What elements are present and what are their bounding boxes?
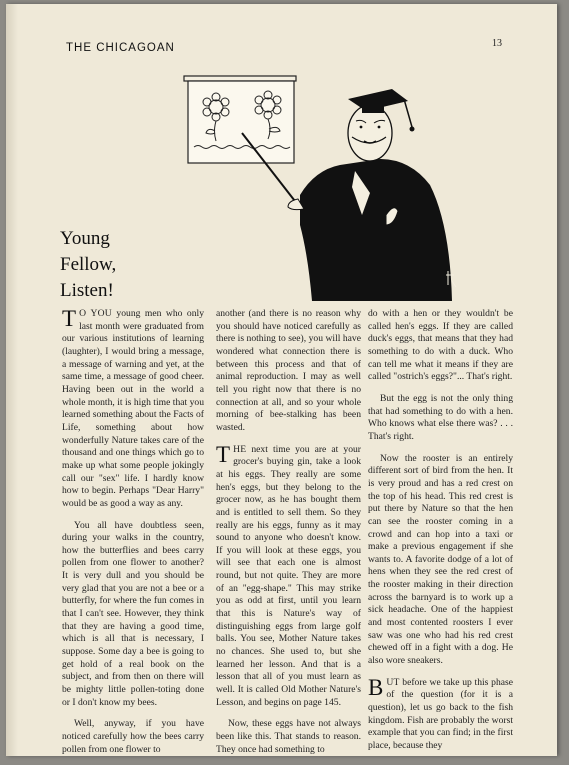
article-paragraph — [62, 308, 204, 511]
title-line: Young — [60, 228, 110, 249]
magazine-header: THE CHICAGOAN — [66, 42, 175, 54]
lead-in: HE — [233, 443, 247, 455]
paragraph-text: Now the rooster is an entirely different sort of bird from the hen. It is very proud and has a red crest on the top of his head. This red crest is put there by Nature so that the hen can see the rooster coming in a crowd and can hop into a taxi or make a previous engagement if she wants to. A favorite dodge of a lot of hens when they see the red crest of the rooster making in their direction across the barnyard is to work up a sick headache. One of the happiest and most contented roosters I ever saw was one who had his red crest chewed off in a fight with a dog. He also wore sneakers. — [368, 452, 513, 667]
drop-cap: T — [62, 306, 77, 331]
paragraph-text: young men who only last month were graduated from our various institutions of learning (laughter), I would bring a message, a message of warning and yet, at the same time, a message of good cheer. Having been out in the world a whole month, it is high time that you learned something about the Facts of Life, something about how wonderfully Nature takes care of the thousand and one things which go to make up what some people jokingly call our "sex" life. I hardly know how to begin. Perhaps "Dear Harry" would be as good a way as any. — [62, 308, 204, 509]
article-paragraph — [62, 718, 204, 756]
title-line: Fellow, — [60, 254, 117, 275]
lead-in: O YOU — [79, 308, 112, 319]
professor-figure — [288, 89, 456, 301]
text-column-2 — [216, 308, 361, 765]
paragraph-text: next time you are at your grocer's buying gin, take a look at his eggs. They really are some hen's eggs, but they belong to the grocer now, as he has bought them and is entitled to sell them. So they really are his eggs, funny as it may sound to anyone who doesn't know. If you will look at these eggs, you will see that each one is almost round, but not quite. They are more of an "egg-shape." This may strike you as odd at first, until you learn that this is Nature's way of distinguishing eggs from large golf balls. You see, Mother Nature takes no chances. She used to, but she learned her lesson. And that is a lesson that all of you must learn as well. It is called Old Mother Nature's Lesson, and begins on page 145. — [216, 443, 361, 708]
article-paragraph — [368, 393, 513, 444]
article-paragraph — [216, 441, 361, 710]
text-column-1 — [62, 308, 204, 765]
article-title — [60, 226, 170, 304]
chart-roller — [184, 76, 296, 81]
article-paragraph — [216, 718, 361, 756]
paragraph-text: before we take up this phase of the question (for it is a question), let us go back to the fish kingdom. Fish are probably the worst example that you can find; in the first place, because they — [368, 676, 513, 751]
article-paragraph — [368, 308, 513, 384]
title-line: Listen! — [60, 280, 114, 301]
illustration — [180, 75, 470, 305]
paragraph-text: another (and there is no reason why you should have noticed carefully as there is nothing to see), you will have wondered what connection there is between this process and that of animal reproduction. I may as well tell you right now that there is no connection at all, and so your whole morning of bee-stalking has been wasted. — [216, 308, 361, 433]
lead-in: UT — [386, 676, 400, 688]
drop-cap: T — [216, 441, 231, 467]
drop-cap: B — [368, 674, 384, 700]
article-paragraph — [62, 520, 204, 710]
article-paragraph — [368, 453, 513, 668]
page-spine — [6, 4, 18, 756]
text-column-3 — [368, 308, 513, 762]
chart-board — [188, 81, 294, 163]
page-number: 13 — [492, 38, 502, 49]
article-paragraph — [216, 308, 361, 435]
paragraph-text: You all have doubtless seen, during your walks in the country, how the butterflies and bees carry pollen from one flower to another? It is very dull and you should be very glad that you are not a bee or a butterfly, for where the fun comes in that I can't see. However, they think that they are having a good time, which is all that is necessary, I suppose. Some day a bee is going to get hold of a real book on the subject, and from then on there will be mighty little pollen-toting done or I don't know my bees. — [62, 519, 204, 708]
paragraph-text: do with a hen or they wouldn't be called hen's eggs. If they are called duck's eggs, that means that they had something to do with a duck. Who can tell me what it means if they are called "ostrich's eggs?"... That's right. — [368, 308, 513, 383]
paragraph-text: Well, anyway, if you have noticed carefully how the bees carry pollen from one flower to — [62, 718, 204, 755]
article-paragraph — [368, 674, 513, 753]
paragraph-text: Now, these eggs have not always been like this. That stands to reason. They once had something to — [216, 718, 361, 755]
paragraph-text: But the egg is not the only thing that had something to do with a hen. Who knows what else there was? . . . That's right. — [368, 392, 513, 442]
